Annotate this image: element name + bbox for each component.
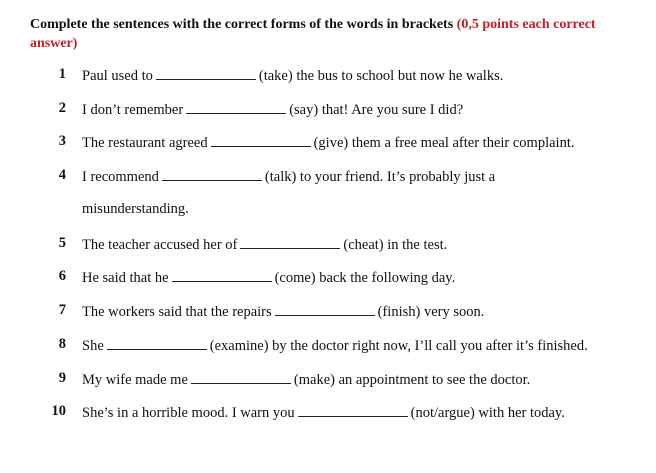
question-7 — [0, 302, 656, 322]
question-number: 3 — [58, 133, 66, 149]
question-text-after: (take) the bus to school but now he walks. — [258, 68, 504, 84]
question-number: 6 — [58, 268, 66, 284]
question-number: 8 — [58, 336, 66, 352]
question-number: 9 — [58, 370, 66, 386]
question-1 — [0, 66, 656, 86]
question-text-after: (examine) by the doctor right now, I’ll call you after it’s finished. — [209, 338, 588, 354]
answer-blank[interactable] — [186, 100, 286, 114]
question-text-after: (come) back the following day. — [274, 270, 456, 286]
question-8 — [0, 336, 656, 356]
question-number: 10 — [51, 403, 66, 419]
question-text-after: (give) them a free meal after their complaint. — [313, 135, 575, 151]
answer-blank[interactable] — [211, 133, 311, 147]
question-4-continuation — [0, 201, 656, 221]
question-text-before: The workers said that the repairs — [82, 304, 272, 320]
points-note: (0,5 points each correct answer) — [30, 17, 596, 51]
question-text-before: Paul used to — [82, 68, 153, 84]
question-number: 7 — [58, 302, 66, 318]
question-9 — [0, 370, 656, 390]
answer-blank[interactable] — [156, 66, 256, 80]
question-text-before: The teacher accused her of — [82, 237, 238, 253]
question-3 — [0, 133, 656, 153]
question-text-after: (finish) very soon. — [377, 304, 485, 320]
answer-blank[interactable] — [191, 370, 291, 384]
question-number: 1 — [58, 66, 66, 82]
question-10 — [0, 403, 656, 423]
answer-blank[interactable] — [275, 302, 375, 316]
question-text-before: My wife made me — [82, 372, 188, 388]
question-5 — [0, 235, 656, 255]
question-6 — [0, 268, 656, 288]
question-text-before: I recommend — [82, 169, 159, 185]
question-text-after: (make) an appointment to see the doctor. — [293, 372, 531, 388]
question-number: 2 — [58, 100, 66, 116]
answer-blank[interactable] — [172, 268, 272, 282]
question-text-before: She — [82, 338, 104, 354]
question-text-before: I don’t remember — [82, 102, 184, 118]
question-text-after: (cheat) in the test. — [343, 237, 448, 253]
question-text-after: (say) that! Are you sure I did? — [289, 102, 464, 118]
question-2 — [0, 100, 656, 120]
instructions — [30, 15, 630, 53]
question-number: 4 — [58, 167, 66, 183]
question-text-continuation: misunderstanding. — [82, 201, 189, 217]
question-text-before: He said that he — [82, 270, 169, 286]
question-4 — [0, 167, 656, 187]
answer-blank[interactable] — [162, 167, 262, 181]
answer-blank[interactable] — [240, 235, 340, 249]
question-text-after: (talk) to your friend. It’s probably just a — [264, 169, 496, 185]
answer-blank[interactable] — [107, 336, 207, 350]
question-text-after: (not/argue) with her today. — [410, 405, 565, 421]
question-text-before: She’s in a horrible mood. I warn you — [82, 405, 295, 421]
question-text-before: The restaurant agreed — [82, 135, 208, 151]
answer-blank[interactable] — [298, 403, 408, 417]
instructions-text: Complete the sentences with the correct forms of the words in brackets — [30, 17, 457, 32]
question-number: 5 — [58, 235, 66, 251]
